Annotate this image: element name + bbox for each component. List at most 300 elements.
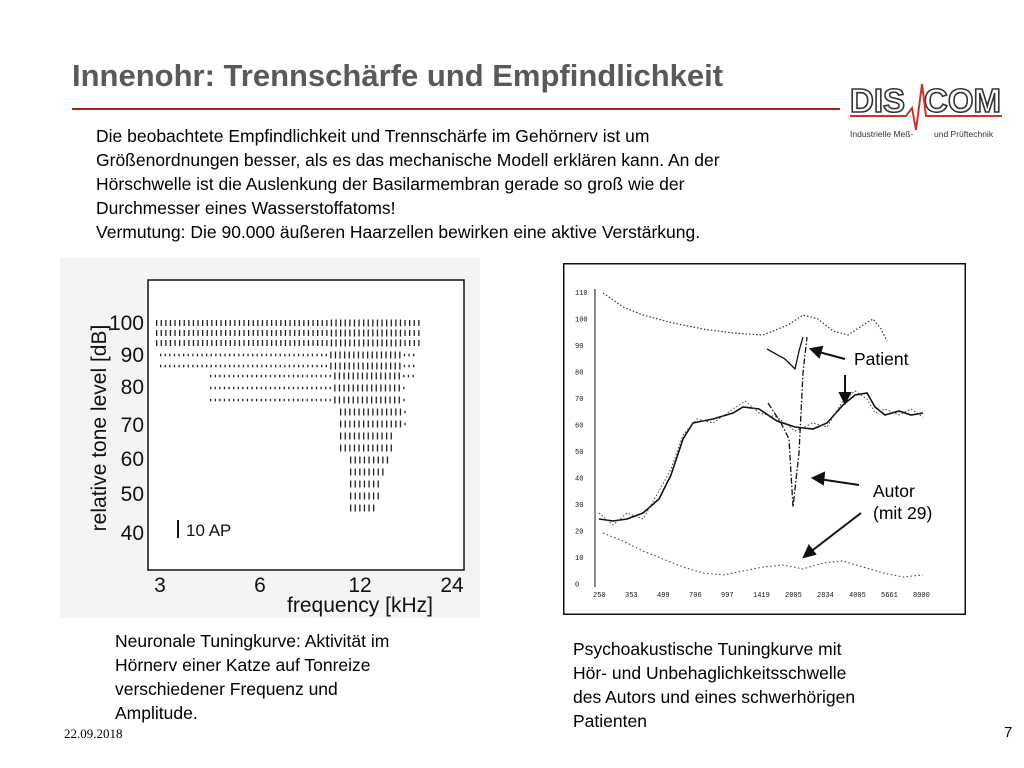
spike-mark (359, 505, 360, 512)
spike-mark (206, 365, 207, 368)
spike-mark (364, 493, 365, 500)
spike-mark (377, 330, 378, 337)
spike-mark (340, 409, 341, 416)
spike-mark (364, 505, 365, 512)
spike-mark (261, 354, 262, 357)
spike-mark (271, 320, 272, 326)
spike-mark (371, 373, 372, 380)
spike-mark (345, 445, 346, 452)
spike-mark (353, 363, 354, 370)
spike-mark (358, 330, 359, 337)
spike-mark (368, 421, 369, 428)
logo-tagline-right: und Prüftechnik (934, 129, 994, 139)
spike-mark (243, 330, 244, 336)
spike-mark (308, 330, 309, 336)
spike-mark (193, 330, 194, 336)
spike-mark (220, 365, 221, 368)
spike-mark (294, 340, 295, 346)
spike-mark (165, 365, 166, 368)
spike-mark (368, 481, 369, 488)
psychoacoustic-tuning-figure (563, 263, 966, 615)
spike-mark (386, 409, 387, 416)
spike-mark (276, 340, 277, 346)
spike-mark (340, 433, 341, 440)
spike-mark (403, 399, 404, 402)
y-tick-label: 70 (120, 414, 144, 437)
spike-mark (215, 365, 216, 368)
spike-mark (363, 433, 364, 440)
spike-mark (230, 320, 231, 326)
spike-mark (266, 340, 267, 346)
spike-mark (349, 330, 350, 337)
spike-mark (344, 352, 345, 359)
spike-mark (251, 399, 252, 402)
spike-mark (353, 385, 354, 392)
spike-mark (293, 387, 294, 390)
spike-mark (183, 354, 184, 357)
spike-mark (252, 354, 253, 357)
spike-mark (289, 365, 290, 368)
spike-mark (348, 373, 349, 380)
spike-mark (386, 433, 387, 440)
spike-mark (362, 352, 363, 359)
spike-mark (378, 457, 379, 464)
spike-mark (284, 354, 285, 357)
spike-mark (215, 399, 216, 402)
spike-mark (270, 375, 271, 378)
spike-mark (400, 330, 401, 337)
spike-mark (293, 354, 294, 357)
spike-mark (320, 387, 321, 390)
spike-mark (399, 397, 400, 404)
spike-mark (220, 320, 221, 326)
caption-line: Psychoakustische Tuningkurve mit (573, 639, 842, 659)
y-tick-label: 20 (575, 528, 584, 537)
spike-mark (302, 375, 303, 378)
y-tick-label: 80 (575, 369, 584, 378)
spike-mark (372, 409, 373, 416)
spike-mark (362, 385, 363, 392)
spike-mark (297, 399, 298, 402)
spike-mark (395, 320, 396, 327)
spike-mark (390, 363, 391, 370)
spike-mark (372, 363, 373, 370)
y-tick-label: 60 (120, 448, 144, 471)
spike-mark (372, 445, 373, 452)
spike-mark (343, 385, 344, 392)
spike-mark (349, 409, 350, 416)
spike-mark (238, 365, 239, 368)
spike-mark (252, 365, 253, 368)
spike-mark (243, 354, 244, 357)
caption-line: Hör- und Unbehaglichkeitsschwelle (573, 663, 847, 683)
spike-mark (389, 385, 390, 392)
spike-mark (395, 363, 396, 370)
spike-mark (322, 340, 323, 346)
spike-mark (294, 330, 295, 336)
spike-mark (266, 354, 267, 357)
slide-title: Innenohr: Trennschärfe und Empfindlichkeit (72, 58, 724, 93)
spike-mark (366, 397, 367, 404)
spike-mark (161, 320, 162, 326)
spike-mark (262, 340, 263, 346)
inset-label: 10 AP (186, 521, 232, 540)
y-tick-label: 90 (120, 344, 144, 367)
spike-mark (156, 330, 157, 336)
spike-mark (293, 399, 294, 402)
spike-mark (362, 397, 363, 404)
spike-mark (210, 375, 211, 378)
spike-mark (368, 445, 369, 452)
spike-mark (372, 320, 373, 327)
spike-mark (312, 330, 313, 336)
spike-mark (349, 363, 350, 370)
spike-mark (414, 330, 415, 336)
spike-mark (373, 469, 374, 476)
spike-mark (261, 387, 262, 390)
spike-mark (418, 330, 419, 336)
spike-mark (219, 387, 220, 390)
spike-mark (359, 469, 360, 476)
spike-mark (355, 469, 356, 476)
spike-mark (192, 354, 193, 357)
spike-mark (316, 399, 317, 402)
spike-mark (219, 399, 220, 402)
spike-mark (317, 340, 318, 346)
spike-mark (340, 340, 341, 347)
spike-mark (368, 469, 369, 476)
spike-mark (368, 340, 369, 347)
spike-mark (325, 387, 326, 390)
spike-mark (261, 375, 262, 378)
spike-mark (322, 330, 323, 336)
spike-mark (330, 363, 331, 370)
spike-mark (350, 469, 351, 476)
spike-mark (225, 340, 226, 346)
spike-mark (376, 385, 377, 392)
spike-mark (202, 340, 203, 346)
spike-mark (234, 320, 235, 326)
right-figure-caption (573, 637, 913, 733)
spike-mark (386, 340, 387, 347)
spike-mark (312, 354, 313, 357)
spike-mark (399, 352, 400, 359)
spike-mark (348, 397, 349, 404)
spike-mark (350, 505, 351, 512)
spike-mark (280, 320, 281, 326)
spike-mark (174, 365, 175, 368)
spike-mark (165, 320, 166, 326)
spike-mark (266, 365, 267, 368)
spike-mark (257, 354, 258, 357)
spike-mark (326, 330, 327, 336)
spike-mark (358, 340, 359, 347)
spike-mark (340, 330, 341, 337)
spike-mark (184, 330, 185, 336)
spike-mark (349, 320, 350, 327)
spike-mark (280, 330, 281, 336)
spike-mark (224, 354, 225, 357)
spike-mark (174, 320, 175, 326)
spike-mark (345, 409, 346, 416)
spike-mark (376, 373, 377, 380)
spike-mark (307, 399, 308, 402)
spike-mark (247, 387, 248, 390)
spike-mark (418, 320, 419, 326)
spike-mark (373, 493, 374, 500)
spike-mark (284, 375, 285, 378)
spike-mark (391, 445, 392, 452)
spike-mark (276, 330, 277, 336)
spike-mark (380, 385, 381, 392)
spike-mark (345, 330, 346, 337)
spike-mark (334, 385, 335, 392)
spike-mark (408, 354, 409, 357)
spike-mark (279, 399, 280, 402)
spike-mark (225, 330, 226, 336)
spike-mark (359, 481, 360, 488)
spike-mark (207, 330, 208, 336)
spike-mark (256, 375, 257, 378)
spike-mark (404, 365, 405, 368)
spike-mark (340, 445, 341, 452)
spike-mark (288, 375, 289, 378)
author-annotation-line1: Autor (873, 481, 915, 501)
spike-mark (280, 340, 281, 346)
x-tick-label: 353 (625, 592, 638, 600)
spike-mark (326, 365, 327, 368)
spike-mark (376, 397, 377, 404)
spike-mark (234, 330, 235, 336)
spike-mark (353, 397, 354, 404)
spike-mark (380, 373, 381, 380)
spike-mark (271, 340, 272, 346)
x-tick-label: 1419 (753, 592, 770, 600)
spike-mark (165, 330, 166, 336)
spike-mark (349, 352, 350, 359)
spike-mark (169, 354, 170, 357)
logo-tagline-left: Industrielle Meß- (850, 129, 914, 139)
spike-mark (302, 387, 303, 390)
x-tick-label: 24 (440, 574, 464, 597)
spike-mark (377, 409, 378, 416)
spike-mark (413, 354, 414, 357)
spike-mark (188, 340, 189, 346)
spike-mark (358, 433, 359, 440)
spike-mark (220, 340, 221, 346)
spike-mark (216, 340, 217, 346)
author-annotation-line2: (mit 29) (873, 503, 933, 523)
spike-mark (364, 481, 365, 488)
spike-mark (340, 320, 341, 327)
spike-mark (211, 320, 212, 326)
spike-mark (266, 320, 267, 326)
spike-mark (368, 457, 369, 464)
spike-mark (257, 330, 258, 336)
spike-mark (391, 433, 392, 440)
spike-mark (248, 320, 249, 326)
spike-mark (256, 399, 257, 402)
spike-mark (358, 363, 359, 370)
spike-mark (262, 330, 263, 336)
spike-mark (372, 330, 373, 337)
spike-mark (307, 354, 308, 357)
y-tick-label: 100 (575, 316, 588, 325)
spike-mark (381, 445, 382, 452)
spike-mark (161, 340, 162, 346)
spike-mark (297, 375, 298, 378)
spike-mark (210, 399, 211, 402)
spike-mark (311, 399, 312, 402)
x-tick-label: 12 (348, 574, 372, 597)
spike-mark (389, 373, 390, 380)
spike-mark (312, 340, 313, 346)
spike-mark (363, 330, 364, 337)
spike-mark (391, 421, 392, 428)
spike-mark (261, 365, 262, 368)
spike-mark (335, 352, 336, 359)
spike-mark (230, 340, 231, 346)
spike-mark (355, 481, 356, 488)
spike-mark (403, 375, 404, 378)
spike-mark (326, 320, 327, 326)
spike-mark (358, 421, 359, 428)
spike-mark (350, 457, 351, 464)
spike-mark (363, 421, 364, 428)
spike-mark (358, 320, 359, 327)
spike-mark (228, 399, 229, 402)
spike-mark (381, 363, 382, 370)
spike-mark (381, 433, 382, 440)
caption-line: Amplitude. (115, 703, 198, 723)
spike-mark (413, 365, 414, 368)
spike-mark (184, 320, 185, 326)
spike-mark (170, 320, 171, 326)
spike-mark (316, 375, 317, 378)
spike-mark (238, 399, 239, 402)
spike-mark (215, 354, 216, 357)
spike-mark (265, 399, 266, 402)
spike-mark (391, 409, 392, 416)
y-tick-label: 0 (575, 581, 580, 590)
spike-mark (394, 397, 395, 404)
intro-line: Durchmesser eines Wasserstoffatoms! (96, 198, 396, 218)
intro-line: Hörschwelle ist die Auslenkung der Basilarmembran gerade so groß wie der (96, 174, 685, 194)
spike-mark (238, 354, 239, 357)
spike-mark (299, 340, 300, 346)
spike-mark (372, 352, 373, 359)
spike-mark (378, 481, 379, 488)
spike-mark (368, 493, 369, 500)
spike-mark (257, 340, 258, 346)
spike-mark (297, 387, 298, 390)
spike-mark (366, 385, 367, 392)
spike-mark (253, 330, 254, 336)
spike-mark (339, 363, 340, 370)
spike-mark (316, 387, 317, 390)
spike-mark (234, 354, 235, 357)
spike-mark (247, 375, 248, 378)
spike-mark (345, 433, 346, 440)
spike-mark (210, 387, 211, 390)
spike-mark (330, 352, 331, 359)
spike-mark (330, 387, 331, 390)
spike-mark (409, 320, 410, 326)
spike-mark (229, 365, 230, 368)
spike-mark (247, 354, 248, 357)
spike-mark (409, 340, 410, 346)
left-figure-caption (115, 629, 435, 725)
spike-mark (357, 373, 358, 380)
spike-mark (193, 340, 194, 346)
spike-mark (320, 399, 321, 402)
spike-mark (165, 340, 166, 346)
spike-mark (197, 330, 198, 336)
spike-mark (366, 373, 367, 380)
spike-mark (270, 399, 271, 402)
spike-mark (355, 505, 356, 512)
logo-text-right: COM (924, 82, 1001, 119)
spike-mark (378, 493, 379, 500)
spike-mark (299, 330, 300, 336)
spike-mark (339, 352, 340, 359)
spike-mark (354, 421, 355, 428)
x-tick-label: 2834 (817, 592, 834, 600)
spike-mark (312, 320, 313, 326)
spike-mark (271, 330, 272, 336)
spike-mark (317, 330, 318, 336)
spike-mark (354, 433, 355, 440)
spike-mark (354, 340, 355, 347)
spike-mark (265, 375, 266, 378)
y-tick-label: 80 (120, 376, 144, 399)
spike-mark (242, 375, 243, 378)
spike-mark (243, 340, 244, 346)
spike-mark (350, 493, 351, 500)
spike-mark (303, 340, 304, 346)
spike-mark (279, 375, 280, 378)
spike-mark (376, 363, 377, 370)
spike-mark (412, 375, 413, 378)
spike-mark (345, 320, 346, 327)
spike-mark (274, 387, 275, 390)
spike-mark (289, 330, 290, 336)
spike-mark (363, 445, 364, 452)
spike-mark (376, 352, 377, 359)
y-tick-label: 10 (575, 555, 584, 563)
spike-mark (322, 320, 323, 326)
x-tick-label: 5661 (881, 592, 898, 600)
spike-mark (201, 354, 202, 357)
spike-mark (395, 340, 396, 347)
spike-mark (339, 385, 340, 392)
spike-mark (243, 320, 244, 326)
spike-mark (289, 340, 290, 346)
spike-mark (178, 354, 179, 357)
spike-mark (242, 387, 243, 390)
spike-mark (229, 354, 230, 357)
spike-mark (339, 397, 340, 404)
spike-mark (349, 445, 350, 452)
spike-mark (197, 340, 198, 346)
spike-mark (280, 365, 281, 368)
discom-logo (846, 80, 1006, 142)
spike-mark (225, 320, 226, 326)
spike-mark (160, 354, 161, 357)
intro-line: Vermutung: Die 90.000 äußeren Haarzellen bewirken eine aktive Verstärkung. (96, 222, 701, 242)
spike-mark (234, 340, 235, 346)
neural-tuning-figure (60, 258, 480, 618)
